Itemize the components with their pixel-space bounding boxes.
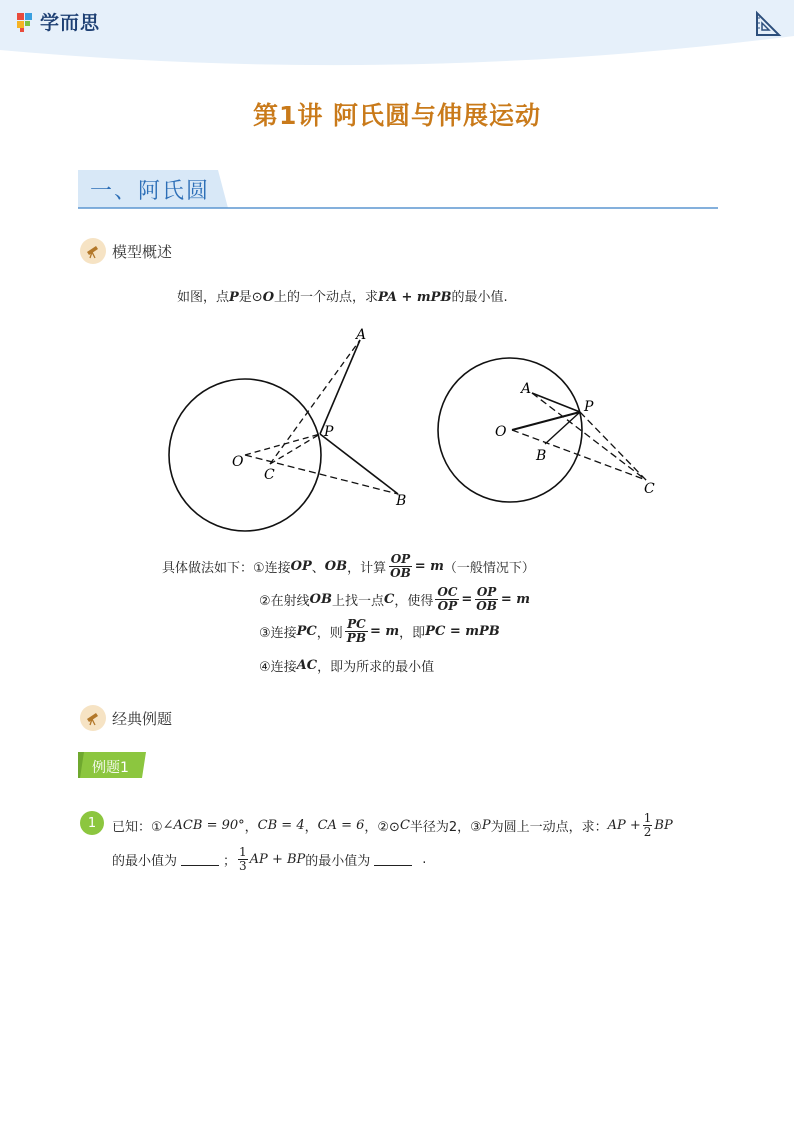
q2-expr: AP + BP: [249, 852, 306, 867]
question-line-2: [112, 846, 426, 873]
step2-text-a: ②在射线: [259, 594, 310, 609]
problem-text-2: 是⊙: [238, 290, 263, 305]
brand-logo: [14, 8, 100, 35]
q-text-a: 已知：①: [112, 820, 163, 835]
step2-text-b: 上找一点: [331, 594, 384, 609]
step1-sep: 、: [311, 561, 325, 576]
answer-blank-1[interactable]: [181, 853, 219, 866]
header-band: [0, 0, 794, 70]
q-fraction-half: $\frac{1}{2}$: [643, 811, 652, 839]
q-text-e: 半径为2，③: [409, 820, 482, 835]
question-number-badge: 1: [80, 811, 104, 835]
label-a: A: [356, 327, 367, 343]
step1-op: OP: [290, 559, 312, 574]
label-c: C: [264, 467, 275, 483]
step3-text-c: ，即: [399, 626, 426, 641]
q-ap: AP +: [607, 818, 641, 833]
label-o: O: [495, 424, 507, 440]
q-p: P: [481, 818, 491, 833]
step3-text-a: ③连接: [259, 626, 297, 641]
problem-text-4: 的最小值.: [451, 290, 508, 305]
problem-var-p: P: [229, 290, 239, 305]
label-b: B: [396, 493, 407, 509]
step3-expr: PC = mPB: [425, 624, 500, 639]
subhead-examples-label: 经典例题: [112, 709, 173, 728]
problem-text-3: 上的一个动点，求: [274, 290, 379, 305]
triangle-ruler-icon: [754, 10, 782, 38]
step1-eq: = m: [414, 559, 444, 574]
step2-c: C: [383, 592, 395, 607]
step2-ob: OB: [309, 592, 332, 607]
answer-blank-2[interactable]: [374, 853, 412, 866]
logo-text: 学而思: [40, 12, 101, 34]
subhead-model-label: 模型概述: [112, 242, 173, 261]
step1-text-a: ①连接: [253, 561, 291, 576]
step3-pc: PC: [296, 624, 317, 639]
q-text-c: ，: [304, 820, 318, 835]
label-a: A: [521, 381, 532, 397]
section-title: 一、阿氏圆: [90, 179, 211, 204]
q2-text-c: 的最小值为: [305, 854, 371, 869]
pinwheel-logo-icon: [14, 11, 36, 33]
step3-eq: = m: [369, 624, 400, 639]
q2-text-b: ；: [223, 854, 237, 869]
step4-text-b: ，即为所求的最小值: [317, 660, 435, 675]
step1-text-b: ，计算: [347, 561, 387, 576]
step3-text-b: ，则: [316, 626, 343, 641]
problem-expression: PA + mPB: [378, 290, 452, 305]
q-text-d: ，②⊙: [364, 820, 400, 835]
problem-var-o: O: [262, 290, 275, 305]
q-text-f: 为圆上一动点，求：: [490, 820, 608, 835]
subhead-model: [80, 238, 172, 264]
q-cb: CB = 4: [257, 818, 305, 833]
label-o: O: [232, 454, 244, 470]
problem-statement: [177, 286, 508, 305]
q2-text-a: 的最小值为: [112, 854, 178, 869]
q-c: C: [399, 818, 410, 833]
step3-fraction: $\frac{PC}{PB}$: [346, 617, 366, 645]
q2-text-d: .: [422, 852, 427, 867]
method-step-1: [162, 553, 535, 580]
label-c: C: [644, 481, 655, 497]
lecture-title: 第1讲 阿氏圆与伸展运动: [252, 101, 542, 130]
problem-text-1: 如图，点: [177, 290, 230, 305]
step4-text-a: ④连接: [259, 660, 297, 675]
question-line-1: [112, 812, 673, 839]
method-intro: 具体做法如下：: [162, 561, 254, 576]
q-ca: CA = 6: [317, 818, 365, 833]
diagram-right: [430, 350, 670, 510]
step1-text-c: （一般情况下）: [443, 561, 535, 576]
label-p: P: [324, 424, 334, 440]
method-step-3: [259, 618, 500, 645]
step2-fraction-1: $\frac{OC}{OP}$: [437, 585, 458, 613]
step1-ob: OB: [324, 559, 348, 574]
diagram-left: [160, 322, 420, 540]
step2-eq1: =: [461, 592, 473, 607]
step2-eq2: = m: [500, 592, 531, 607]
method-step-2: [259, 586, 530, 613]
step2-text-d: ，使得: [394, 594, 434, 609]
step4-ac: AC: [296, 658, 318, 673]
subhead-examples: [80, 705, 172, 731]
q-fraction-third: $\frac{1}{3}$: [239, 845, 247, 873]
step2-fraction-2: $\frac{OP}{OB}$: [476, 585, 497, 613]
step1-fraction: $\frac{OP}{OB}$: [390, 552, 411, 580]
q-angle: ∠ACB = 90°: [162, 818, 245, 833]
q-bp: BP: [654, 818, 673, 833]
method-step-4: [259, 656, 434, 675]
example-tab-label: 例题1: [92, 760, 129, 776]
label-p: P: [584, 399, 594, 415]
label-b: B: [536, 448, 547, 464]
telescope-icon: [80, 238, 106, 264]
q-text-b: ，: [244, 820, 258, 835]
telescope-icon: [80, 705, 106, 731]
